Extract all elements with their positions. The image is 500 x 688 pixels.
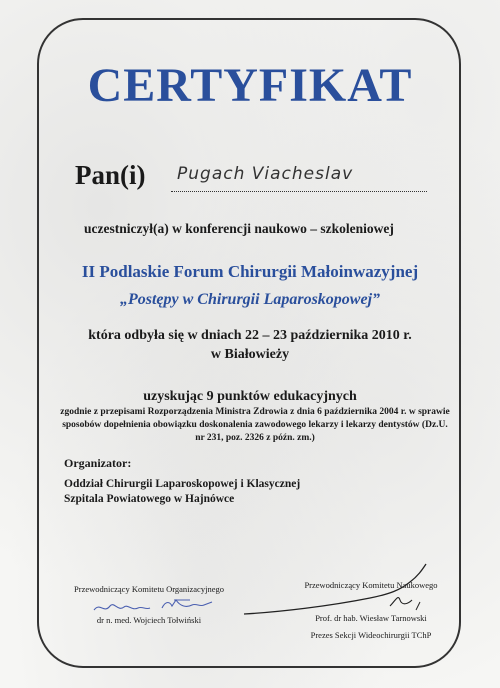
organizer-name — [64, 477, 300, 507]
conference-place: w Białowieży — [210, 347, 290, 362]
participation-text: uczestniczył(a) w konferencji naukowo – szkoleniowej — [84, 221, 394, 236]
education-points: uzyskując 9 punktów edukacyjnych — [143, 389, 357, 404]
conference-topic: „Postępy w Chirurgii Laparoskopowej” — [119, 291, 381, 308]
certificate-title: CERTYFIKAT — [87, 59, 413, 112]
left-signer-title: Przewodniczący Komitetu Organizacyjnego — [74, 584, 224, 594]
right-signer-role: Prezes Sekcji Wideochirurgii TChP — [310, 630, 432, 640]
regulation-text: zgodnie z przepisami Rozporządzenia Ministra Zdrowia z dnia 6 października 2004 r. w sprawie sposobów dopełnienia obowiązku doskonalenia zawodowego lekarzy i lekarzy dentystów (Dz.U. nr 231, poz. 2326 z późn. zm.) — [60, 407, 450, 443]
participant-row — [75, 160, 435, 196]
left-handwritten-signature — [90, 596, 220, 618]
salutation-label: Pan(i) — [75, 160, 146, 190]
organizer-line-2: Szpitala Powiatowego w Hajnówce — [64, 493, 235, 505]
participant-name: Pugach Viacheslav — [171, 164, 427, 192]
organizer-label: Organizator: — [64, 456, 132, 470]
forum-name: II Podlaskie Forum Chirurgii Małoinwazyjnej — [81, 262, 419, 281]
organizer-line-1: Oddział Chirurgii Laparoskopowej i Klasycznej — [64, 478, 301, 490]
right-signer-title: Przewodniczący Komitetu Naukowego — [304, 580, 438, 590]
conference-date: która odbyła się w dniach 22 – 23 października 2010 r. — [88, 328, 412, 343]
right-handwritten-signature — [240, 560, 440, 620]
left-signer-name: dr n. med. Wojciech Tołwiński — [96, 615, 202, 625]
right-signer-name: Prof. dr hab. Wiesław Tarnowski — [315, 613, 427, 623]
